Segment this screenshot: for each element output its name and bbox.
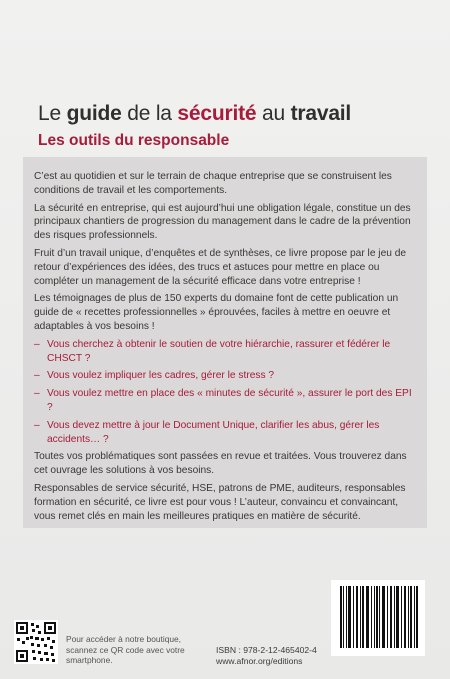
title-word-travail: travail: [290, 102, 352, 125]
barcode-icon: [331, 580, 425, 656]
title-word: au: [256, 102, 291, 125]
list-item: – Vous voulez mettre en place des « minutes de sécurité », assurer le port des EPI ?: [34, 387, 420, 415]
book-subtitle: Les outils du responsable: [38, 132, 230, 149]
title-word: Le: [38, 102, 67, 125]
qr-code-icon: [14, 620, 58, 664]
description-text: [34, 170, 420, 527]
shop-qr-caption: Pour accéder à notre boutique, scannez ce QR code avec votre smartphone.: [66, 634, 185, 665]
paragraph: Responsables de service sécurité, HSE, patrons de PME, auditeurs, responsables formation en sécurité, ce livre est pour vous ! L’auteur, convaincu et convaincant, vous remet clés en main les meilleures pratiques en matière de sécurité.: [34, 482, 406, 522]
list-item: – Vous devez mettre à jour le Document Unique, clarifier les abus, gérer les accidents… ?: [34, 419, 420, 447]
paragraph: La sécurité en entreprise, qui est aujourd’hui une obligation légale, constitue un des principaux chantiers de progression du management dans le cadre de la prévention des risques professionnels.: [34, 202, 411, 242]
publisher-url: www.afnor.org/editions: [216, 656, 303, 666]
paragraph: Fruit d’un travail unique, d’enquêtes et de synthèses, ce livre propose par le jeu de retour d’expériences des idées, des trucs et astuces pour mettre en place ou compléter un management de la sécurité efficace dans votre entreprise !: [34, 247, 407, 287]
title-word: de la: [121, 102, 178, 125]
title-word-securite: sécurité: [177, 102, 257, 125]
list-item: – Vous cherchez à obtenir le soutien de votre hiérarchie, rassurer et fédérer le CHSCT ?: [34, 338, 420, 366]
question-list: [34, 338, 420, 447]
paragraph: Les témoignages de plus de 150 experts du domaine font de cette publication un guide de « recettes professionnelles » éprouvées, faciles à mettre en oeuvre et adaptables à vos besoins !: [34, 293, 399, 332]
title-word-guide: guide: [66, 102, 122, 125]
list-item: – Vous voulez impliquer les cadres, gérer le stress ?: [34, 369, 420, 383]
paragraph: C’est au quotidien et sur le terrain de chaque entreprise que se construisent les conditions de travail et les comportements.: [34, 171, 392, 196]
book-title: [38, 102, 438, 126]
isbn-text: ISBN : 978-2-12-465402-4: [216, 645, 317, 655]
paragraph: Toutes vos problématiques sont passées en revue et traitées. Vous trouverez dans cet ouvrage les solutions à vos besoins.: [34, 451, 407, 477]
